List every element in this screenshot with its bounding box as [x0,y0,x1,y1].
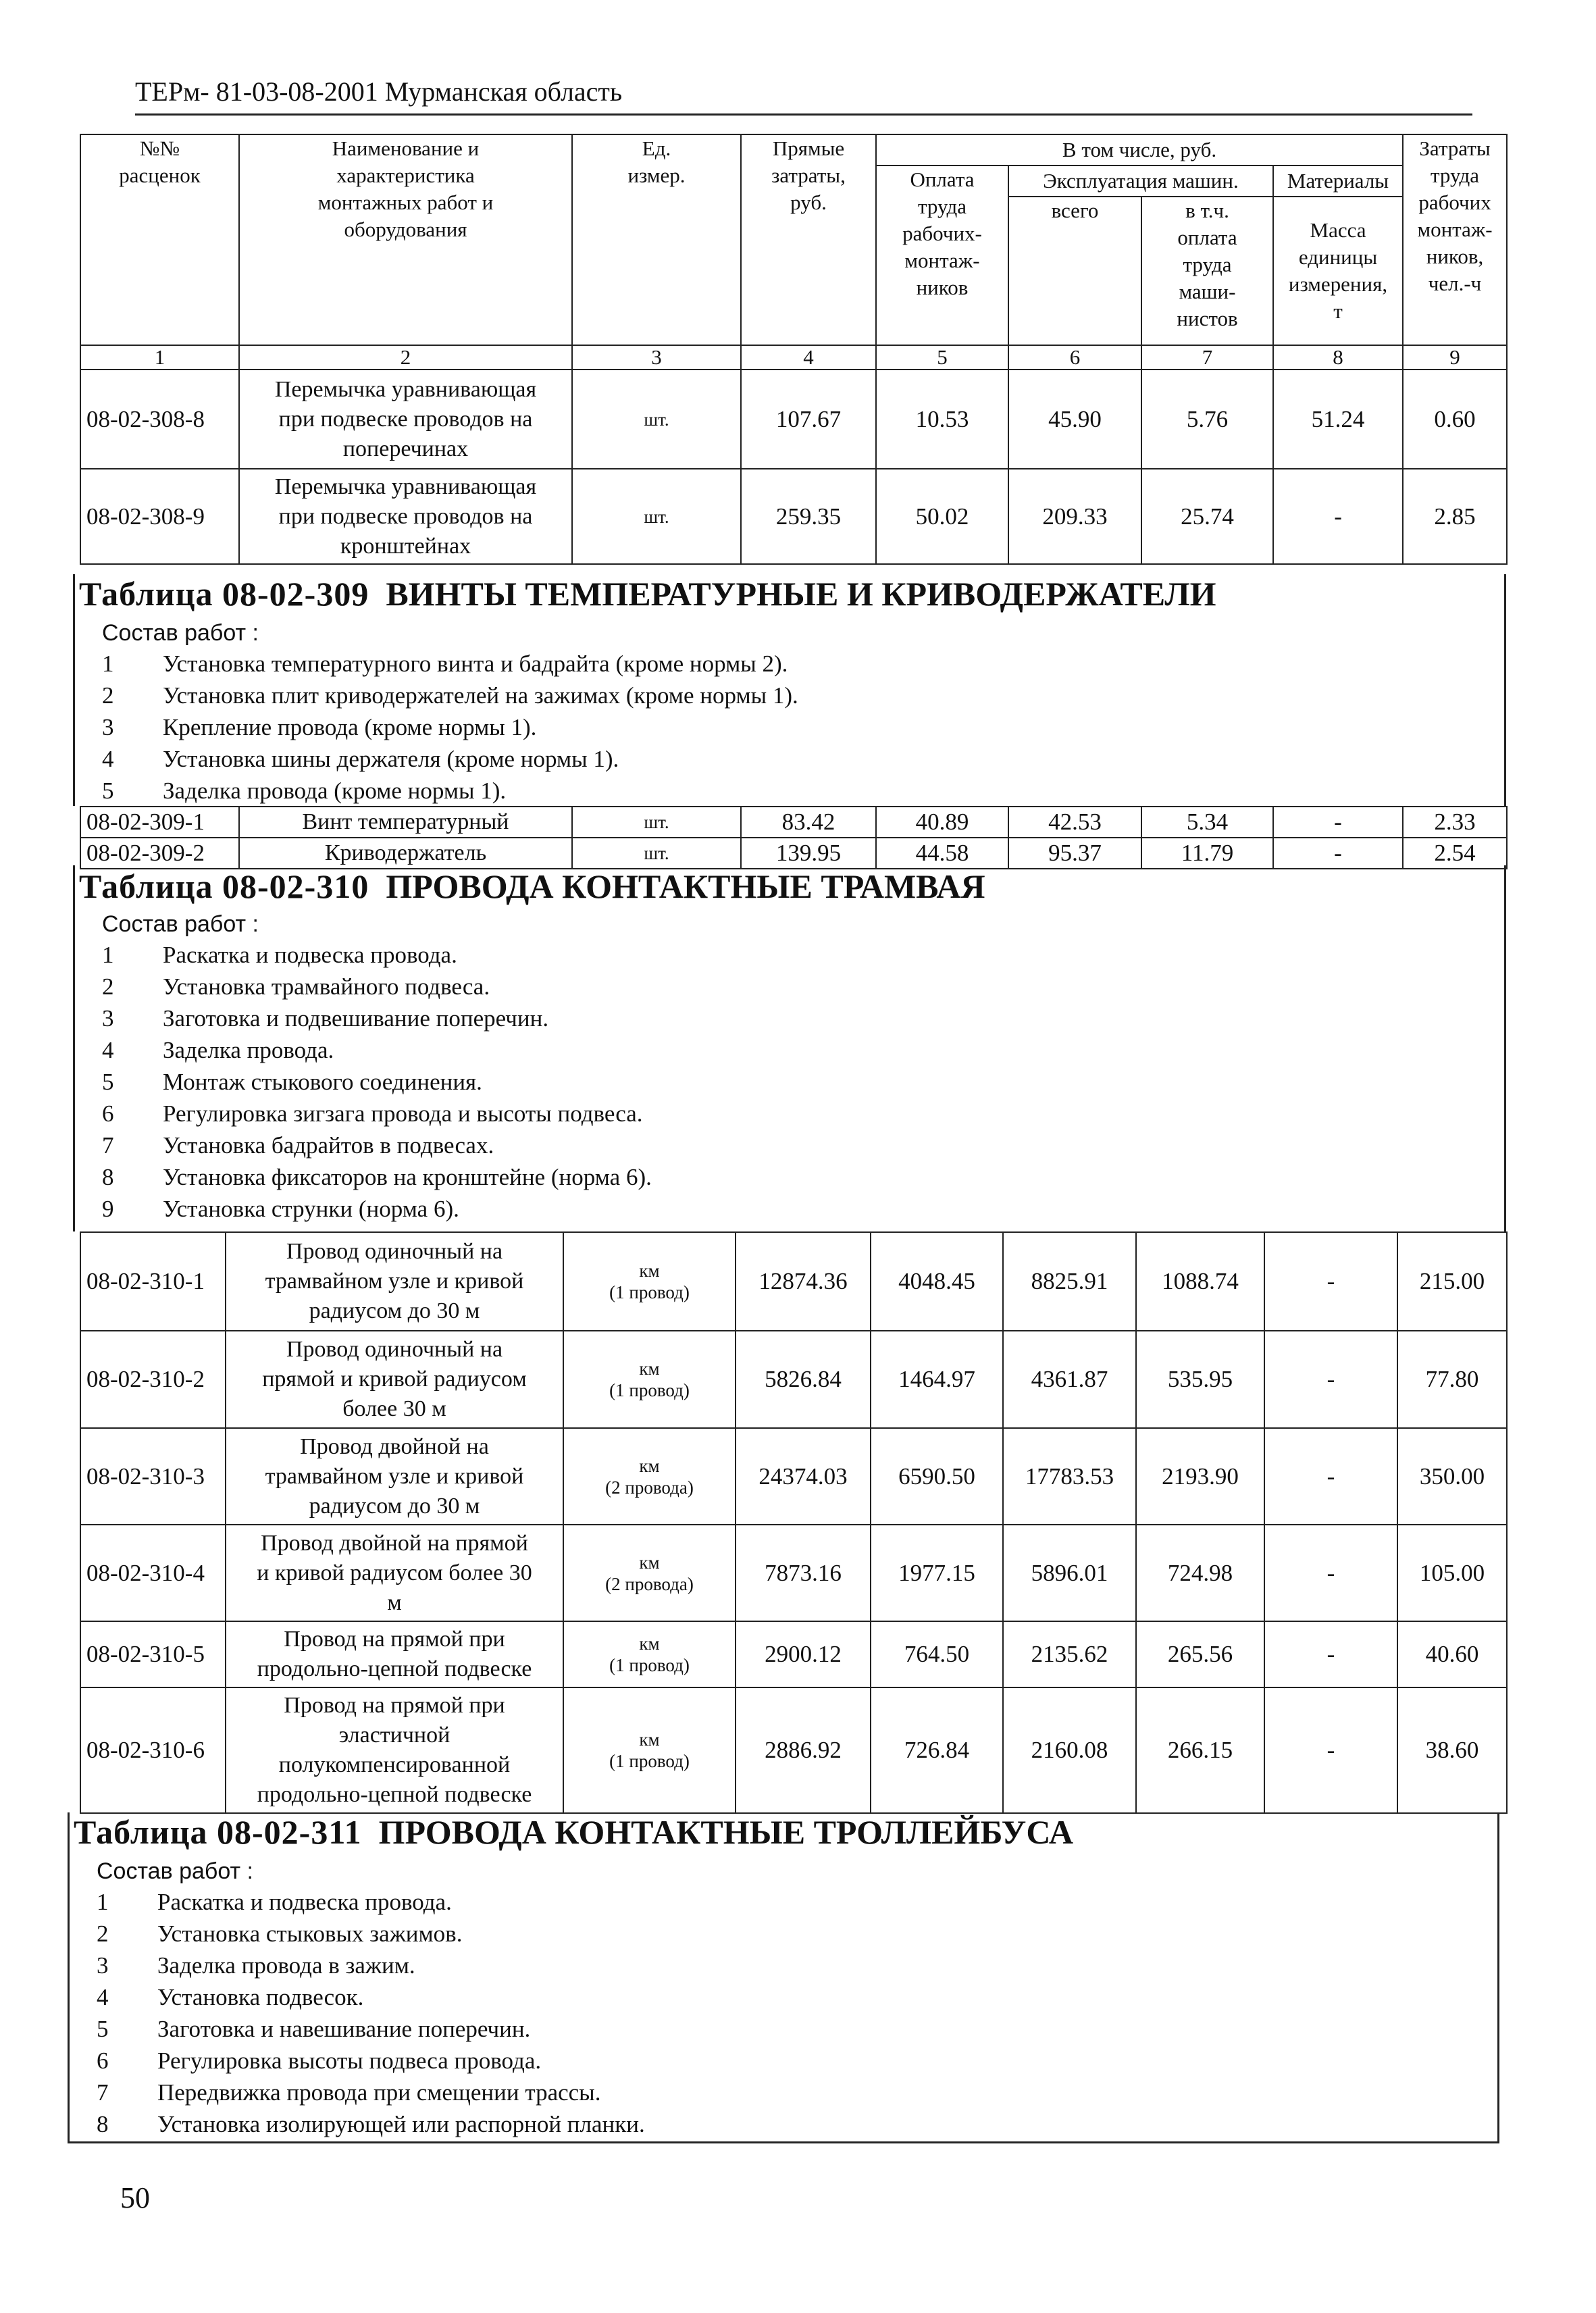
col-header-direct: Прямые затраты, руб. [741,134,876,345]
list-item: 5 Монтаж стыкового соединения. [102,1069,482,1095]
section-311 [68,1812,1499,2143]
col-header-mass: Масса единицы измерения, т [1273,197,1403,345]
list-item: 5 Заделка провода (кроме нормы 1). [102,778,507,804]
list-item: 5 Заготовка и навешивание поперечин. [97,2016,531,2042]
col-number: 7 [1141,345,1273,370]
col-header-code: №№ расценок [80,134,239,345]
col-number: 5 [876,345,1008,370]
table-row: 08-02-310-3 Провод двойной на трамвайном узле и кривой радиусом до 30 м км (2 провода) 24374.03 6590.50 17783.53 2193.90 - 350.00 [80,1428,1507,1525]
list-item: 2 Установка трамвайного подвеса. [102,973,490,1000]
list-item: 4 Заделка провода. [102,1037,334,1063]
section-310 [73,865,1506,1231]
table-row: 08-02-310-2 Провод одиночный на прямой и кривой радиусом более 30 м км (1 провод) 5826.84 1464.97 4361.87 535.95 - 77.80 [80,1331,1507,1428]
list-item: 9 Установка струнки (норма 6). [102,1196,459,1222]
list-item: 3 Крепление провода (кроме нормы 1). [102,714,537,740]
price-table-308 [80,134,1508,565]
col-number: 6 [1008,345,1141,370]
table-row: 08-02-309-1 Винт температурный шт. 83.42 40.89 42.53 5.34 - 2.33 [80,807,1507,838]
list-item: 4 Установка подвесок. [97,1984,364,2010]
list-item: 1 Установка температурного винта и бадрайта (кроме нормы 2). [102,651,788,677]
list-item: 2 Установка стыковых зажимов. [97,1921,463,1947]
list-item: 4 Установка шины держателя (кроме нормы 1). [102,746,619,772]
table-row: 08-02-310-6 Провод на прямой при эластичной полукомпенсированной продольно-цепной подвеске км (1 провод) 2886.92 726.84 2160.08 266.15 - 38.60 [80,1687,1507,1813]
col-number: 3 [572,345,741,370]
col-number: 2 [239,345,572,370]
list-item: 6 Регулировка высоты подвеса провода. [97,2048,542,2074]
section-title: Таблица 08-02-310 ПРОВОДА КОНТАКТНЫЕ ТРАМВАЯ [79,867,985,905]
table-row: 08-02-309-2 Криводержатель шт. 139.95 44.58 95.37 11.79 - 2.54 [80,838,1507,869]
list-item: 2 Установка плит криводержателей на зажимах (кроме нормы 1). [102,682,798,709]
col-header-materials: Материалы [1273,166,1403,197]
list-item: 7 Передвижка провода при смещении трассы. [97,2079,601,2106]
list-item: 8 Установка фиксаторов на кронштейне (норма 6). [102,1164,652,1190]
table-row: 08-02-310-4 Провод двойной на прямой и кривой радиусом более 30 м км (2 провода) 7873.16 1977.15 5896.01 724.98 - 105.00 [80,1525,1507,1621]
list-item: 1 Раскатка и подвеска провода. [97,1889,452,1915]
table-row: 08-02-308-9 Перемычка уравнивающая при подвеске проводов на кронштейнах шт. 259.35 50.02 209.33 25.74 - 2.85 [80,469,1507,564]
table-row: 08-02-310-5 Провод на прямой при продольно-цепной подвеске км (1 провод) 2900.12 764.50 2135.62 265.56 - 40.60 [80,1621,1507,1687]
col-header-unit: Ед. измер. [572,134,741,345]
col-header-mach-total: всего [1008,197,1141,345]
work-list [102,648,798,807]
table-row: 08-02-310-1 Провод одиночный на трамвайном узле и кривой радиусом до 30 м км (1 провод) 12874.36 4048.45 8825.91 1088.74 - 215.00 [80,1232,1507,1331]
price-table-310 [80,1231,1508,1814]
col-header-labor: Оплата труда рабочих- монтаж- ников [876,166,1008,345]
section-title: Таблица 08-02-309 ВИНТЫ ТЕМПЕРАТУРНЫЕ И КРИВОДЕРЖАТЕЛИ [79,575,1216,613]
work-composition-label: Состав работ : [102,911,259,937]
col-number: 4 [741,345,876,370]
column-number-row [80,345,1507,370]
col-number: 1 [80,345,239,370]
work-list [97,1886,645,2140]
table-row: 08-02-308-8 Перемычка уравнивающая при подвеске проводов на поперечинах шт. 107.67 10.53 45.90 5.76 51.24 0.60 [80,370,1507,469]
work-list [102,939,652,1225]
price-table-309 [80,806,1508,869]
work-composition-label: Состав работ : [97,1858,253,1884]
list-item: 3 Заделка провода в зажим. [97,1952,415,1979]
header-rule [135,113,1472,116]
list-item: 6 Регулировка зигзага провода и высоты подвеса. [102,1100,643,1127]
list-item: 8 Установка изолирующей или распорной планки. [97,2111,645,2137]
section-title: Таблица 08-02-311 ПРОВОДА КОНТАКТНЫЕ ТРОЛЛЕЙБУСА [74,1813,1074,1851]
col-header-name: Наименование и характеристика монтажных работ и оборудования [239,134,572,345]
col-header-group: В том числе, руб. [876,134,1403,166]
col-header-hours: Затраты труда рабочих монтаж- ников, чел.-ч [1403,134,1507,345]
col-number: 8 [1273,345,1403,370]
list-item: 1 Раскатка и подвеска провода. [102,942,457,968]
document-header: ТЕРм- 81-03-08-2001 Мурманская область [135,76,623,107]
work-composition-label: Состав работ : [102,620,259,646]
page-number: 50 [120,2181,150,2214]
col-header-mach-labor: в т.ч. оплата труда маши- нистов [1141,197,1273,345]
list-item: 7 Установка бадрайтов в подвесах. [102,1132,494,1159]
col-header-machines: Эксплуатация машин. [1008,166,1273,197]
section-309 [73,574,1506,806]
list-item: 3 Заготовка и подвешивание поперечин. [102,1005,549,1032]
col-number: 9 [1403,345,1507,370]
